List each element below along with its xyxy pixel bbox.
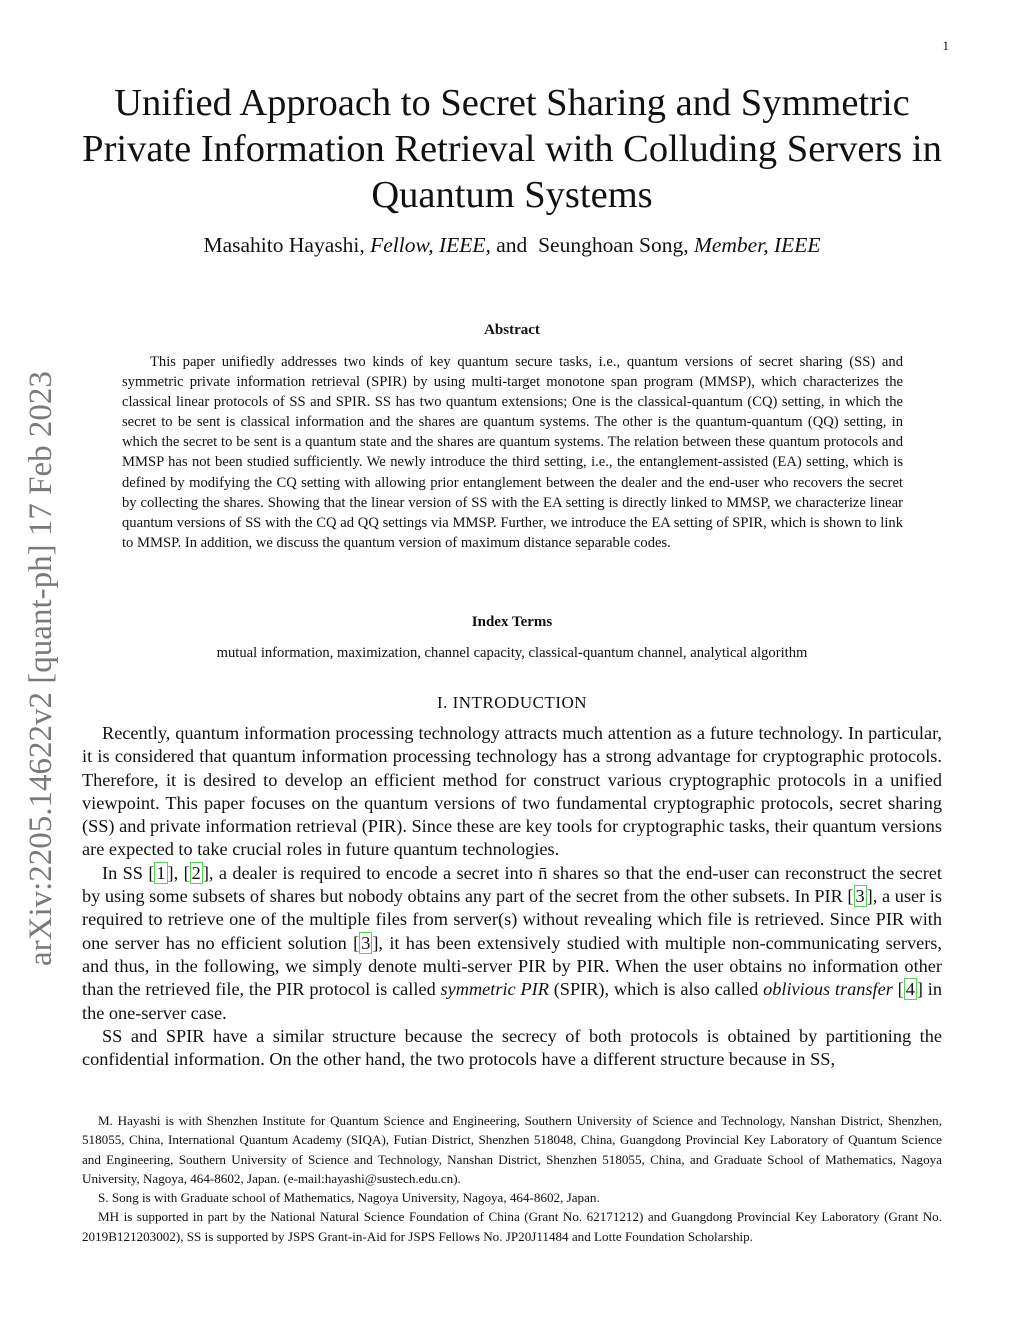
citation-link-3[interactable]: 3: [855, 886, 865, 907]
paper-title: Unified Approach to Secret Sharing and Symmetric Private Information Retrieval with Colluding Servers in Quantum Systems: [82, 82, 942, 216]
footnote-affiliation-hayashi: M. Hayashi is with Shenzhen Institute for Quantum Science and Engineering, Southern University of Science and Technology, Nanshan District, Shenzhen, 518055, China, International Quantum Academy (SIQA), Futian District, Shenzhen 518048, China, Guangdong Provincial Key Laboratory of Quantum Science and Engineering, Southern University of Science and Technology, Nanshan District, Shenzhen 518055, China, and Graduate School of Mathematics, Nagoya University, Nagoya, 464-8602, Japan. (e-mail:hayashi@sustech.edu.cn).: [82, 1113, 942, 1186]
arxiv-stamp: arXiv:2205.14622v2 [quant-ph] 17 Feb 2023: [23, 371, 59, 966]
author-2-role: Member, IEEE: [693, 233, 821, 257]
author-line: [60, 233, 964, 258]
page-number: 1: [942, 38, 949, 53]
intro-paragraph-1: Recently, quantum information processing technology attracts much attention as a future technology. In particular, it is considered that quantum information processing technology has a strong advantage for cryptographic protocols. Therefore, it is desired to develop an efficient method for construct various cryptographic protocols in a unified viewpoint. This paper focuses on the quantum versions of two fundamental cryptographic protocols, secret sharing (SS) and private information retrieval (PIR). Since these are key tools for cryptographic tasks, their quantum versions are expected to take crucial roles in future quantum technologies.: [82, 723, 943, 860]
citation-link-1[interactable]: 1: [156, 862, 166, 883]
abstract-body: [122, 352, 903, 553]
index-terms-heading: Index Terms: [471, 614, 553, 630]
introduction-body: [82, 722, 942, 1071]
term-oblivious-transfer: oblivious transfer: [763, 979, 893, 1000]
section-title: NTRODUCTION: [458, 693, 588, 712]
footnote-affiliation-song: S. Song is with Graduate school of Mathematics, Nagoya University, Nagoya, 464-8602, Japan.: [98, 1190, 600, 1206]
intro-paragraph-3: SS and SPIR have a similar structure because the secrecy of both protocols is obtained by partitioning the confidential information. On the other hand, the two protocols have a different structure because in SS,: [82, 1025, 942, 1070]
citation-link-3b[interactable]: 3: [361, 932, 371, 953]
index-terms-text: mutual information, maximization, channel capacity, classical-quantum channel, analytical algorithm: [216, 645, 808, 661]
author-joiner: , and: [485, 233, 528, 257]
section-heading-introduction: [60, 693, 964, 713]
citation-link-2[interactable]: 2: [191, 862, 201, 883]
author-1-role: Fellow, IEEE: [370, 233, 486, 257]
author-1-name: Masahito Hayashi,: [203, 233, 365, 257]
abstract-text: This paper unifiedly addresses two kinds of key quantum secure tasks, i.e., quantum versions of secret sharing (SS) and symmetric private information retrieval (SPIR) by using multi-target monotone span program (MMSP), which characterizes the classical linear protocols of SS and SPIR. SS has two quantum extensions; One is the classical-quantum (CQ) setting, in which the secret to be sent is classical information and the shares are quantum systems. The other is the quantum-quantum (QQ) setting, in which the secret to be sent is a quantum state and the shares are quantum systems. The relation between these quantum protocols and MMSP has not been studied sufficiently. We newly introduce the third setting, i.e., the entanglement-assisted (EA) setting, which is defined by modifying the CQ setting with allowing prior entanglement between the dealer and the end-user who recovers the secret by collecting the shares. Showing that the linear version of SS with the EA setting is directly linked to MMSP, we characterize linear quantum versions of SS with the CQ ad QQ settings via MMSP. Further, we introduce the EA setting of SPIR, which is shown to link to MMSP. In addition, we discuss the quantum version of maximum distance separable codes.: [122, 354, 903, 551]
author-2-name: Seunghoan Song,: [538, 233, 689, 257]
section-number: I. I: [436, 693, 459, 712]
intro-paragraph-2: In SS [ 1 ], [ 2 ], a dealer is required to encode a secret into n̄ shares so that the end-user can reconstruct the secret by using some subsets of shares but nobody obtains any part of the secret from the other subsets. In PIR [ 3 ], a user is required to retrieve one of the multiple files from server(s) without revealing which file is retrieved. Since PIR with one server has no efficient solution [ 3 ], it has been extensively studied with multiple non-communicating servers, and thus, in the following, we simply denote multi-server PIR by PIR. When the user obtains no information other than the retrieved file, the PIR protocol is called symmetric PIR (SPIR), which is also called oblivious transfer [ 4 ] in the one-server case.: [82, 862, 942, 1023]
abstract-heading: Abstract: [484, 322, 540, 338]
term-symmetric-pir: symmetric PIR: [440, 979, 549, 1000]
footnote-funding: MH is supported in part by the National Natural Science Foundation of China (Grant No. 62171212) and Guangdong Provincial Key Laboratory (Grant No. 2019B121203002), SS is supported by JSPS Grant-in-Aid for JSPS Fellows No. JP20J11484 and Lotte Foundation Scholarship.: [82, 1209, 942, 1244]
footnotes: [82, 1111, 942, 1246]
citation-link-4[interactable]: 4: [905, 979, 915, 1000]
